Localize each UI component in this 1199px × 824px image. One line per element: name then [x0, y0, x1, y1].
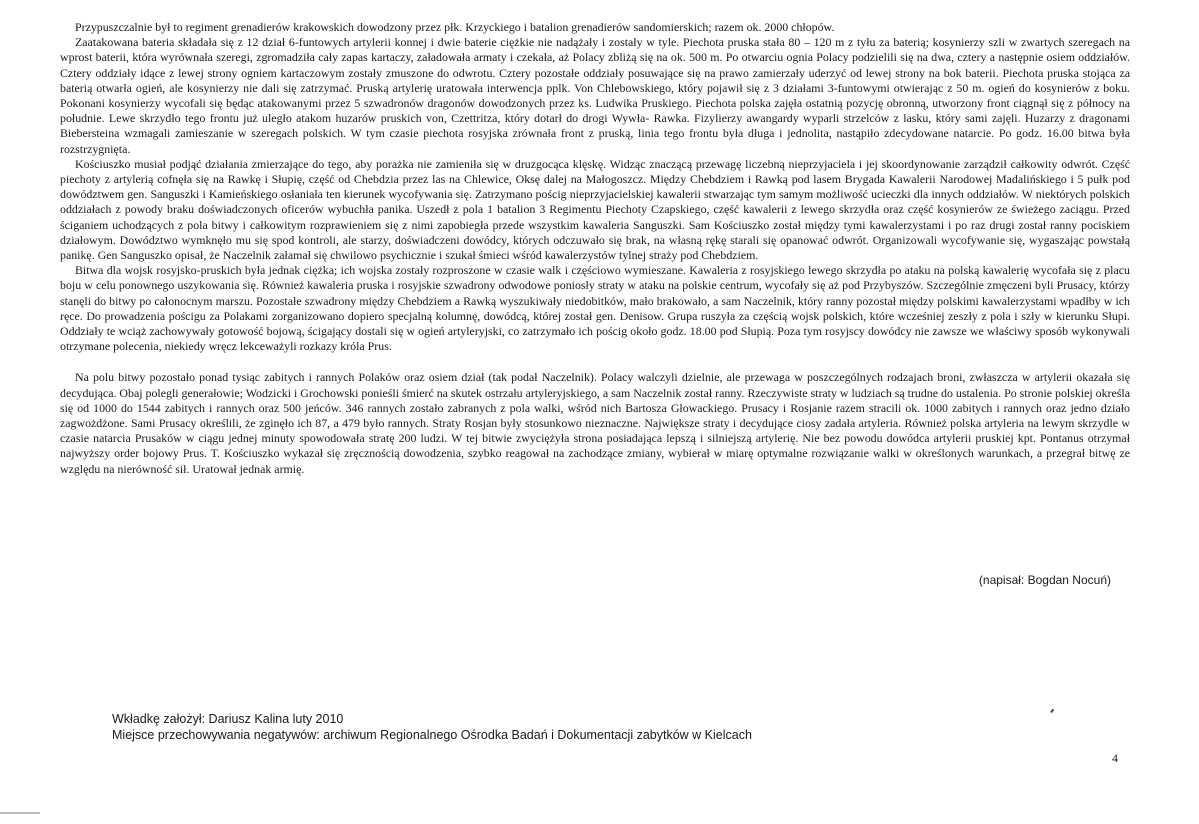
author-signature: (napisał: Bogdan Nocuń): [978, 573, 1111, 587]
page-number: 4: [1112, 751, 1118, 765]
footer-notes: [112, 711, 752, 743]
paragraph-casualties: Na polu bitwy pozostało ponad tysiąc zabitych i rannych Polaków oraz osiem dział (tak podał Naczelnik). Polacy walczyli dzielnie, ale przewaga w poszczególnych rodzajach broni, zwłaszcza w artylerii okazała się decydująca. Obaj polegli generałowie; Wodzicki i Grochowski ponieśli śmierć na skutek ostrzału artyleryjskiego, a sam Naczelnik został ranny. Rzeczywiste straty w ludziach są trudne do ustalenia. Po stronie polskiej określa się od 1000 do 1544 zabitych i rannych oraz 500 jeńców. 346 rannych zostało zabranych z pola walki, wśród nich Bartosza Głowackiego. Prusacy i Rosjanie razem stracili ok. 1000 zabitych i rannych oraz jedno działo zagwożdżone. Sami Prusacy określili, że zginęło ich 87, a 479 było rannych. Straty Rosjan były stosunkowo nieznaczne. Największe straty i decydujące ciosy zadała artyleria. Również polska artyleria na lewym skrzydle w czasie natarcia Prusaków w ciągu jednej minuty spowodowała stratę 200 ludzi. W tej bitwie zwyciężyła strona posiadająca lepszą i silniejszą artylerię. Nie bez powodu dowódca artylerii pruskiej kpt. Pontanus otrzymał najwyższy order bojowy Prus. T. Kościuszko wykazał się zręcznością dowodzenia, szybko reagował na zachodzące zmiany, wybierał w miarę optymalne rozwiązanie walki w określonych warunkach, a przegrał bitwę ze względu na nierówność sił. Uratował jednak armię.: [60, 370, 1130, 476]
footer-author-line: Wkładkę założył: Dariusz Kalina luty 2010: [112, 712, 344, 726]
footer-archive-line: Miejsce przechowywania negatywów: archiwum Regionalnego Ośrodka Badań i Dokumentacji zabytków w Kielcach: [112, 728, 752, 742]
article-body: [60, 20, 1130, 477]
scan-edge-mark: [0, 812, 40, 814]
paragraph-retreat: Kościuszko musiał podjąć działania zmierzające do tego, aby porażka nie zamieniła się w druzgocąca klęskę. Widząc znaczącą przewagę liczebną nieprzyjaciela i jej skoordynowanie zarządził całkowity odwrót. Część piechoty z artylerią cofnęła się na Rawkę i Słupię, część od Chebdzia przez las na Chlewice, Oksę dalej na Małogoszcz. Między Chebdziem i Rawką pod lasem Brygada Kawalerii Narodowej Madalińskiego i 5 pułk pod dowództwem gen. Sanguszki i Kamieńskiego osłaniała ten kierunek wycofywania się. Zatrzymano pościg nieprzyjacielskiej kawalerii stwarzając tym samym możliwość ucieczki dla innych oddziałów. W niektórych polskich oddziałach z powody braku doświadczonych oficerów wybuchła panika. Uszedł z pola 1 batalion 3 Regimentu Piechoty Czapskiego, część kawalerii z lewego skrzydła oraz część kosynierów ze świeżego zaciągu. Przed ściganiem uchodzących z pola bitwy i całkowitym rozprawieniem się z nimi zapobiegła przede wszystkim kawaleria Sanguszki. Sam Kościuszko został między tymi kawalerzystami i po raz drugi został ranny pociskiem działowym. Dowództwo wymknęło mu się spod kontroli, ale starzy, doświadczeni dowódcy, których odczuwało się brak, na własną rękę starali się opanować odwrót. Organizowali wycofywanie się, wygaszając powstałą panikę. Gen Sanguszko opisał, że Naczelnik załamał się chwilowo psychicznie i szukał śmieci wśród kawalerzystów tylnej straży pod Chebdziem.: [60, 156, 1130, 263]
paragraph-battery-attack: Zaatakowana bateria składała się z 12 dział 6-funtowych artylerii konnej i dwie baterie ciężkie nie nadążały i zostały w tyle. Piechota pruska stała 80 – 120 m z tyłu za baterią; kosynierzy szli w zwartych szeregach na wprost baterii, która wyrównała szeregi, zgromadziła cały zapas kartaczy, załadowała armaty i czekała, aż Polacy zbliżą się na ok. 500 m. Po otwarciu ognia Polacy podzielili się na dwa, cztery a następnie osiem oddziałów. Cztery oddziały idące z lewej strony ogniem kartaczowym zostały zmuszone do odwrotu. Cztery pozostałe oddziały posuwające się na prawo zamierzały uderzyć od lewej strony na bok baterii. Piechota pruska stojąca za baterią otwarła ogień, ale kosynierzy nie dali się zatrzymać. Pruską artylerię uratowała interwencja pplk. Von Chlebowskiego, który pojawił się z 3 działami 3-funtowymi otwierając z 50 m. ogień do kosynierów z boku. Pokonani kosynierzy wycofali się będąc atakowanymi przez 5 szwadronów dragonów dowodzonych przez ks. Ludwika Pruskiego. Piechota polska zajęła ostatnią pozycję obronną, utworzony front ciągnął się z północy na południe. Lewe skrzydło tego frontu już uległo atakom huzarów pruskich von, Czettritza, który dotarł do drogi Wywła- Rawka. Fizylierzy awangardy wyparli strzelców z lasku, który sami zajęli. Huzarzy z dragonami Biebersteina wzmagali zamieszanie w szeregach polskich. W tym czasie piechota rosyjska zrównała front z pruską, linia tego frontu była długa i jednolita, nastąpiło zdecydowane natarcie. Po godz. 16.00 bitwa była rozstrzygnięta.: [60, 35, 1130, 156]
paragraph-intro: Przypuszczalnie był to regiment grenadierów krakowskich dowodzony przez płk. Krzyckiego i batalion grenadierów sandomierskich; razem ok. 2000 chłopów.: [75, 20, 835, 34]
scan-speck: [1050, 709, 1054, 713]
paragraph-allied-losses: Bitwa dla wojsk rosyjsko-pruskich była jednak ciężka; ich wojska zostały rozproszone w czasie walk i częściowo wymieszane. Kawaleria z rosyjskiego lewego skrzydła po ataku na polską kawalerię wycofała się z placu boju w celu ponownego uszykowania się. Również kawaleria pruska i rosyjskie szwadrony odwodowe poniosły straty w ataku na polskie centrum, wycofały się aż pod Przybyszów. Szczególnie zmęczeni byli Prusacy, którzy stanęli do bitwy po całonocnym marszu. Pozostałe szwadrony między Chebdziem a Rawką wyszukiwały niedobitków, mało brakowało, a sam Naczelnik, który ranny pozostał między polskimi kawalerzystami wpadłby w ich ręce. Do prowadzenia pościgu za Polakami zorganizowano dopiero specjalną kolumnę, dowódcą, której został gen. Denisow. Grupa ruszyła za częścią wojsk polskich, które wcześniej zeszły z pola i szły w kierunku Słupi. Oddziały te wciąż zachowywały gotowość bojową, ścigający dostali się w ogień artyleryjski, co zatrzymało ich pościg około godz. 18.00 pod Słupią. Poza tym rosyjscy dowódcy nie zawsze we właściwy sposób wykonywali otrzymane polecenia, niekiedy wręcz lekceważyli rozkazy króla Prus.: [60, 263, 1130, 354]
